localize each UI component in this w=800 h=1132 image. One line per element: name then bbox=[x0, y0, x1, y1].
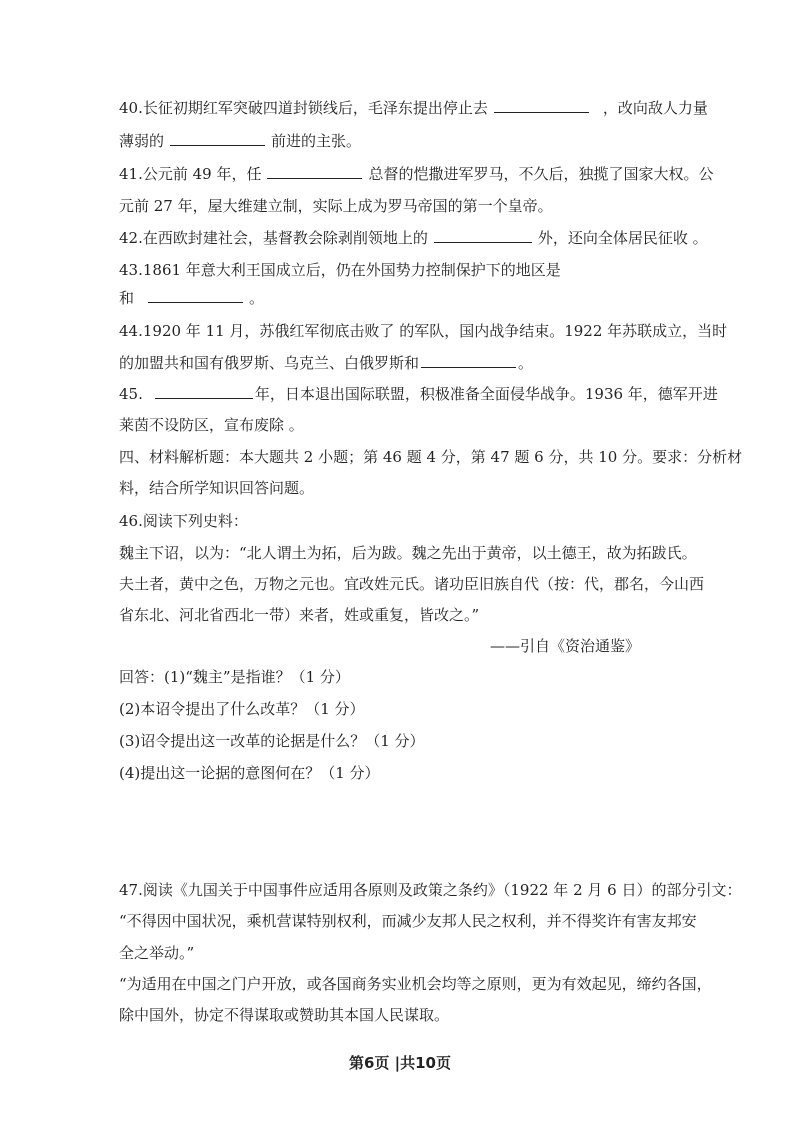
page-number: 第6页 |共10页 bbox=[348, 1054, 451, 1072]
answer-blank[interactable] bbox=[494, 98, 589, 113]
question-46-quote-line2: 夫土者，黄中之色，万物之元也。宜改姓元氏。诸功臣旧族自代（按：代，郡名，今山西 bbox=[119, 575, 705, 593]
question-45-line2: 莱茵不设防区，宣布废除 。 bbox=[119, 416, 304, 434]
answer-blank[interactable] bbox=[148, 288, 243, 303]
answer-blank[interactable] bbox=[155, 384, 253, 399]
question-45-line1: 45. 年，日本退出国际联盟，积极准备全面侵华战争。1936 年，德军开进 bbox=[119, 385, 718, 403]
question-47-line3: 全之举动。” bbox=[119, 944, 195, 962]
question-44-line2: 的加盟共和国有俄罗斯、乌克兰、白俄罗斯和 。 bbox=[119, 354, 534, 372]
question-41-line1: 41.公元前 49 年，任 总督的恺撒进军罗马，不久后，独揽了国家大权。公 bbox=[119, 165, 714, 183]
question-46-sub2: (2)本诏令提出了什么改革？（1 分） bbox=[119, 700, 365, 718]
section-4-heading: 四、材料解析题：本大题共 2 小题；第 46 题 4 分，第 47 题 6 分，共 10 分。要求：分析材 bbox=[119, 448, 743, 466]
question-47-line5: 除中国外，协定不得谋取或赞助其本国人民谋取。 bbox=[119, 1006, 450, 1024]
question-47-line4: “为适用在中国之门户开放，或各国商务实业机会均等之原则，更为有效起见，缔约各国， bbox=[119, 975, 712, 993]
question-40-line1: 40.长征初期红军突破四道封锁线后，毛泽东提出停止去 ，改向敌人力量 bbox=[119, 99, 708, 117]
answer-blank[interactable] bbox=[434, 228, 532, 243]
question-42-line1: 42.在西欧封建社会，基督教会除剥削领地上的 外，还向全体居民征收 。 bbox=[119, 229, 708, 247]
question-40-line2: 薄弱的 前进的主张。 bbox=[119, 132, 362, 150]
question-47-line1: 47.阅读《九国关于中国事件应适用各原则及政策之条约》（1922 年 2 月 6 日）的部分引文： bbox=[119, 881, 742, 899]
question-46-sub3: (3)诏令提出这一改革的论据是什么？（1 分） bbox=[119, 732, 425, 750]
answer-blank[interactable] bbox=[267, 164, 362, 179]
question-41-line2: 元前 27 年，屋大维建立制，实际上成为罗马帝国的第一个皇帝。 bbox=[119, 197, 553, 215]
question-47-line2: “不得因中国状况，乘机营谋特别权利，而减少友邦人民之权利，并不得奖许有害友邦安 bbox=[119, 912, 697, 930]
question-46-sub1: 回答：(1)“魏主”是指谁？（1 分） bbox=[119, 668, 350, 686]
question-46-quote-line3: 省东北、河北省西北一带）来者，姓或重复，皆改之。” bbox=[119, 606, 480, 624]
question-46-sub4: (4)提出这一论据的意图何在？（1 分） bbox=[119, 764, 380, 782]
question-43-line1: 43.1861 年意大利王国成立后，仍在外国势力控制保护下的地区是 bbox=[119, 261, 561, 279]
question-44-line1: 44.1920 年 11 月，苏俄红军彻底击败了 的军队，国内战争结束。1922 年苏联成立，当时 bbox=[119, 322, 728, 340]
answer-blank[interactable] bbox=[170, 131, 265, 146]
question-46-source: ——引自《资治通鉴》 bbox=[489, 637, 640, 655]
answer-blank[interactable] bbox=[421, 353, 516, 368]
section-4-heading-line2: 料，结合所学知识回答问题。 bbox=[119, 479, 315, 497]
question-43-line2: 和 。 bbox=[119, 289, 265, 307]
question-46-quote-line1: 魏主下诏，以为：“北人谓土为拓，后为跋。魏之先出于黄帝，以土德王，故为拓跋氏。 bbox=[119, 544, 697, 562]
question-46-title: 46.阅读下列史料： bbox=[119, 512, 248, 530]
